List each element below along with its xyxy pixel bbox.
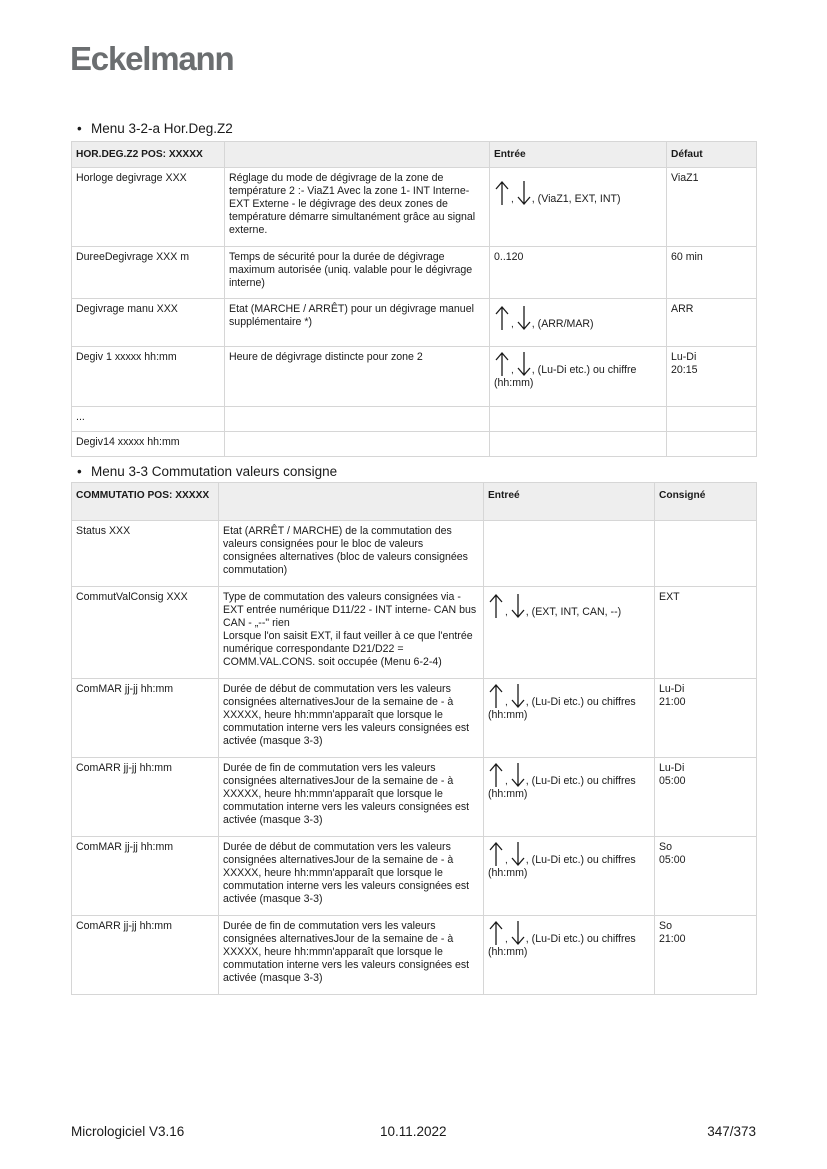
param-description: Réglage du mode de dégivrage de la zone de température 2 :- ViaZ1 Avec la zone 1- INT Interne- EXT Externe - le dégivrage des deux zones de température démarre simultanément grâce au signal externe. bbox=[225, 168, 490, 247]
param-entry: , , (ARR/MAR) bbox=[490, 299, 667, 347]
section-title-commutation: • Menu 3-3 Commutation valeurs consigne bbox=[77, 464, 338, 479]
header-parameter: HOR.DEG.Z2 POS: XXXXX bbox=[72, 142, 225, 168]
up-down-arrows-icon: , bbox=[488, 841, 526, 867]
param-default: 60 min bbox=[667, 247, 757, 299]
param-name: ComMAR jj-jj hh:mm bbox=[72, 679, 219, 758]
table-row bbox=[72, 758, 757, 837]
table-row bbox=[72, 916, 757, 995]
param-entry: , , (Lu-Di etc.) ou chiffres (hh:mm) bbox=[484, 758, 655, 837]
param-default: Lu-Di 05:00 bbox=[655, 758, 757, 837]
param-default: Lu-Di 21:00 bbox=[655, 679, 757, 758]
param-entry: , , (Lu-Di etc.) ou chiffre (hh:mm) bbox=[490, 347, 667, 407]
param-entry: , , (Lu-Di etc.) ou chiffres (hh:mm) bbox=[484, 916, 655, 995]
header-entry: Entreé bbox=[484, 483, 655, 521]
table-row bbox=[72, 299, 757, 347]
bullet-icon: • bbox=[77, 464, 82, 479]
param-default: Lu-Di 20:15 bbox=[667, 347, 757, 407]
param-description: Temps de sécurité pour la durée de dégivrage maximum autorisée (uniq. valable pour le dégivrage interne) bbox=[225, 247, 490, 299]
table-row bbox=[72, 407, 757, 432]
up-down-arrows-icon: , bbox=[494, 351, 532, 377]
up-down-arrows-icon: , bbox=[494, 180, 532, 206]
table-header-row bbox=[72, 483, 757, 521]
table-row bbox=[72, 587, 757, 679]
param-default: So 05:00 bbox=[655, 837, 757, 916]
param-default: EXT bbox=[655, 587, 757, 679]
up-down-arrows-icon: , bbox=[488, 593, 526, 619]
up-down-arrows-icon: , bbox=[488, 920, 526, 946]
param-name: Status XXX bbox=[72, 521, 219, 587]
header-default: Défaut bbox=[667, 142, 757, 168]
param-description: Durée de fin de commutation vers les valeurs consignées alternativesJour de la semaine de - à XXXXX, heure hh:mmn'apparaît que lorsque le commutation interne vers les valeurs consignées est activée (masque 3-3) bbox=[219, 758, 484, 837]
footer-date: 10.11.2022 bbox=[380, 1124, 447, 1139]
param-name: Degiv14 xxxxx hh:mm bbox=[72, 432, 225, 457]
param-name: Degiv 1 xxxxx hh:mm bbox=[72, 347, 225, 407]
header-description bbox=[219, 483, 484, 521]
param-name: ComARR jj-jj hh:mm bbox=[72, 758, 219, 837]
table-row bbox=[72, 247, 757, 299]
header-entry: Entrée bbox=[490, 142, 667, 168]
param-default: ViaZ1 bbox=[667, 168, 757, 247]
param-entry: 0..120 bbox=[490, 247, 667, 299]
table-hor-deg-z2 bbox=[71, 141, 757, 457]
param-entry: , , (EXT, INT, CAN, --) bbox=[484, 587, 655, 679]
table-header-row bbox=[72, 142, 757, 168]
param-description: Type de commutation des valeurs consignées via - EXT entrée numérique D11/22 - INT interne- CAN bus CAN - „--" rien Lorsque l'on saisit EXT, il faut veiller à ce que l'entrée numérique correspondante D21/D22 = COMM.VAL.CONS. soit occupée (Menu 6-2-4) bbox=[219, 587, 484, 679]
up-down-arrows-icon: , bbox=[488, 762, 526, 788]
company-logo: Eckelmann bbox=[70, 40, 234, 77]
footer-page-number: 347/373 bbox=[707, 1124, 756, 1139]
param-name: DureeDegivrage XXX m bbox=[72, 247, 225, 299]
param-name: ComMAR jj-jj hh:mm bbox=[72, 837, 219, 916]
section-title-hor-deg-z2: • Menu 3-2-a Hor.Deg.Z2 bbox=[77, 121, 233, 136]
param-description: Durée de fin de commutation vers les valeurs consignées alternativesJour de la semaine de - à XXXXX, heure hh:mmn'apparaît que lorsque le commutation interne vers les valeurs consignées est activée (masque 3-3) bbox=[219, 916, 484, 995]
param-default: ARR bbox=[667, 299, 757, 347]
param-description: Heure de dégivrage distincte pour zone 2 bbox=[225, 347, 490, 407]
param-description: Etat (MARCHE / ARRÊT) pour un dégivrage manuel supplémentaire *) bbox=[225, 299, 490, 347]
param-name: CommutValConsig XXX bbox=[72, 587, 219, 679]
header-description bbox=[225, 142, 490, 168]
table-row bbox=[72, 837, 757, 916]
up-down-arrows-icon: , bbox=[494, 305, 532, 331]
param-name: Horloge degivrage XXX bbox=[72, 168, 225, 247]
footer-firmware: Micrologiciel V3.16 bbox=[71, 1124, 185, 1139]
param-entry: , , (Lu-Di etc.) ou chiffres (hh:mm) bbox=[484, 679, 655, 758]
param-entry: , , (ViaZ1, EXT, INT) bbox=[490, 168, 667, 247]
param-name: ... bbox=[72, 407, 225, 432]
table-row bbox=[72, 679, 757, 758]
param-description: Durée de début de commutation vers les valeurs consignées alternativesJour de la semaine de - à XXXXX, heure hh:mmn'apparaît que lorsque le commutation interne vers les valeurs consignées est activée (masque 3-3) bbox=[219, 679, 484, 758]
param-name: ComARR jj-jj hh:mm bbox=[72, 916, 219, 995]
param-description: Etat (ARRÊT / MARCHE) de la commutation des valeurs consignées pour le bloc de valeurs consignées alternatives (bloc de valeurs consignées commutation) bbox=[219, 521, 484, 587]
param-name: Degivrage manu XXX bbox=[72, 299, 225, 347]
table-row bbox=[72, 521, 757, 587]
table-row bbox=[72, 168, 757, 247]
table-row bbox=[72, 347, 757, 407]
param-entry: , , (Lu-Di etc.) ou chiffres (hh:mm) bbox=[484, 837, 655, 916]
param-description: Durée de début de commutation vers les valeurs consignées alternativesJour de la semaine de - à XXXXX, heure hh:mmn'apparaît que lorsque le commutation interne vers les valeurs consignées est activée (masque 3-3) bbox=[219, 837, 484, 916]
bullet-icon: • bbox=[77, 121, 82, 136]
param-default: So 21:00 bbox=[655, 916, 757, 995]
header-parameter: COMMUTATIO POS: XXXXX bbox=[72, 483, 219, 521]
table-commutation bbox=[71, 482, 757, 995]
table-row bbox=[72, 432, 757, 457]
header-setpoint: Consigné bbox=[655, 483, 757, 521]
up-down-arrows-icon: , bbox=[488, 683, 526, 709]
